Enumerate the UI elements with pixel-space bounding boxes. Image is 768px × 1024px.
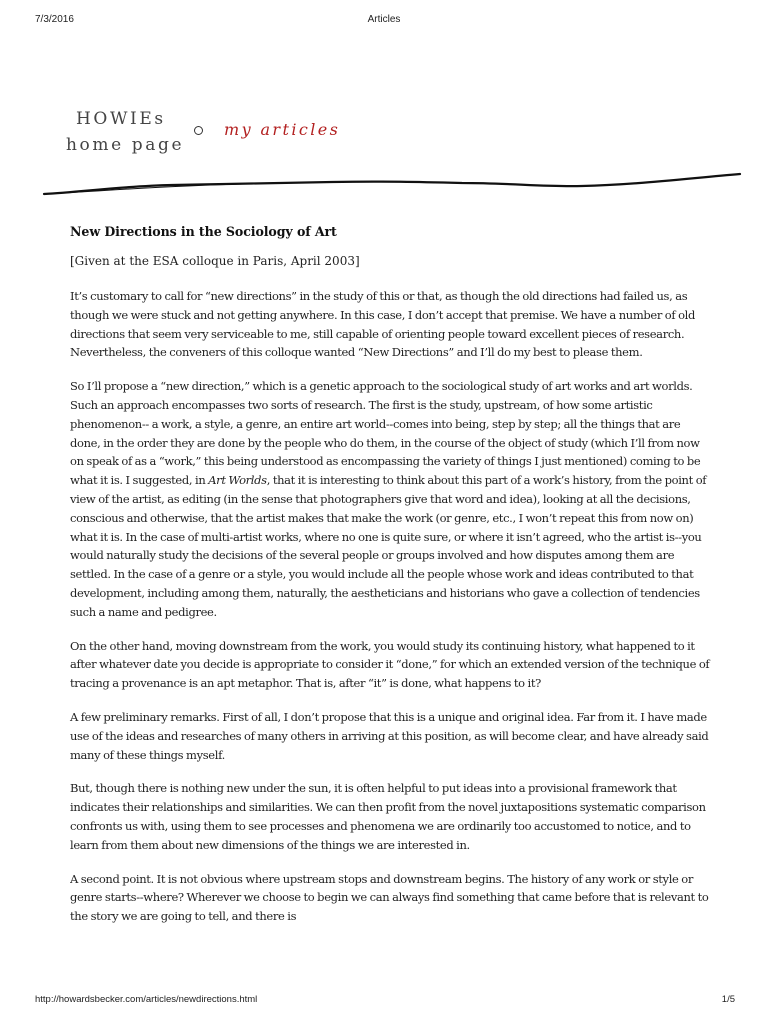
circle-bullet-icon bbox=[194, 126, 203, 135]
paragraph-1: It’s customary to call for “new directions” in the study of this or that, as though the old directions had failed us, as though we were stuck and not getting anywhere. In this case, I don’t accept that premise. We have a number of old directions that seem very serviceable to me, still capable of orienting people toward excellent pieces of research. Nevertheless, the conveners of this colloque wanted “New Directions” and I’ll do my best to please them. bbox=[70, 289, 695, 360]
print-footer bbox=[0, 994, 768, 1010]
print-page-title: Articles bbox=[367, 14, 401, 25]
paragraph-6: A second point. It is not obvious where upstream stops and downstream begins. The history of any work or style or genre starts--where? Wherever we choose to begin we can always find something that came before that is relevant to the story we are going to tell, and there is bbox=[70, 871, 709, 924]
home-page-link[interactable] bbox=[66, 106, 186, 158]
art-worlds-title: Art Worlds bbox=[208, 473, 267, 488]
article-byline: [Given at the ESA colloque in Paris, April 2003] bbox=[70, 254, 360, 268]
paragraph-2 bbox=[70, 377, 710, 621]
home-link-line1: HOWIEs bbox=[76, 109, 166, 129]
page-number: 1/5 bbox=[721, 994, 735, 1005]
article-body bbox=[70, 224, 710, 926]
paragraph-2-part-2: , that it is interesting to think about this part of a work’s history, from the point of view of the artist, as editing (in the sense that photographers give that word and idea), looking at all the decisions, conscious and otherwise, that the artist makes that make the work (or genre, etc., I won’t repeat this from now on) what it is. In the case of multi-artist works, where no one is quite sure, or where it isn’t agreed, who the artist is--you would naturally study the decisions of the several people or groups involved and how disputes among them are settled. In the case of a genre or a style, you would include all the people whose work and ideas contributed to that development, including among them, naturally, the aestheticians and historians who gave a collection of tendencies such a name and pedigree. bbox=[70, 473, 707, 619]
article-title: New Directions in the Sociology of Art bbox=[70, 224, 337, 239]
paragraph-2-part-1: So I’ll propose a “new direction,” which is a genetic approach to the sociological study of art works and art worlds. Such an approach encompasses two sorts of research. The first is the study, upstream, of how some artistic phenomenon-- a work, a style, a genre, an entire art world--comes into being, step by step; all the things that are done, in the order they are done by the people who do them, in the course of the object of study (which I’ll from now on speak of as a “work,” this being understood as encompassing the variety of things I just mentioned) coming to be what it is. I suggested, in bbox=[70, 379, 701, 488]
print-date: 7/3/2016 bbox=[35, 14, 74, 25]
my-articles-link[interactable]: my articles bbox=[224, 120, 341, 139]
page-url: http://howardsbecker.com/articles/newdirections.html bbox=[35, 994, 258, 1005]
paragraph-4: A few preliminary remarks. First of all, I don’t propose that this is a unique and original idea. Far from it. I have made use of the ideas and researches of many others in arriving at this position, as will become clear, and have already said many of these things myself. bbox=[70, 709, 709, 762]
home-link-line2: home page bbox=[66, 135, 185, 155]
brush-divider bbox=[42, 170, 742, 198]
paragraph-5: But, though there is nothing new under the sun, it is often helpful to put ideas into a provisional framework that indicates their relationships and similarities. We can then profit from the novel juxtapositions systematic comparison confronts us with, using them to see processes and phenomena we are ordinarily too accustomed to notice, and to learn from them about new dimensions of the things we are interested in. bbox=[70, 781, 706, 852]
site-nav bbox=[0, 106, 768, 166]
paragraph-3: On the other hand, moving downstream from the work, you would study its continuing history, what happened to it after whatever date you decide is appropriate to consider it “done,” for which an extended version of the technique of tracing a provenance is an apt metaphor. That is, after “it” is done, what happens to it? bbox=[70, 638, 710, 691]
print-header bbox=[0, 14, 768, 30]
